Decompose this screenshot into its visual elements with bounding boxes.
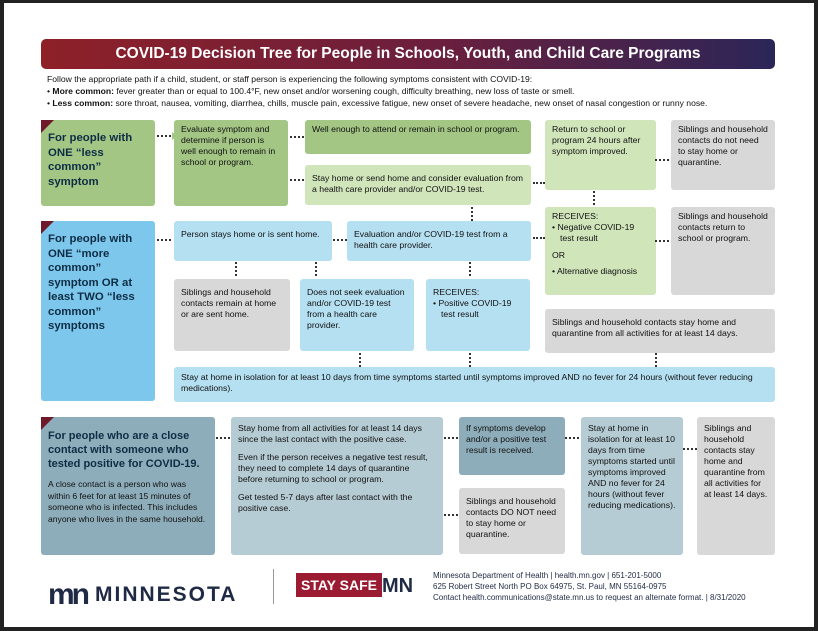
siblings-quarantine-14-box: Siblings and household contacts stay home and quarantine from all activities for at least 14 days.	[697, 417, 775, 555]
stay-safe-mn: MN	[382, 575, 414, 597]
stay-home-evaluation-box: Stay home or send home and consider evaluation from a health care provider and/or COVID-19 test.	[305, 165, 531, 205]
section3-header	[41, 417, 215, 555]
stay-safe-logo	[296, 573, 413, 598]
connector-dots	[683, 448, 697, 452]
connector-dots	[444, 514, 458, 518]
page	[4, 3, 814, 627]
section3-header-title: For people who are a close contact with someone who tested positive for COVID-19.	[48, 430, 200, 470]
mn-logo-mark: mn	[48, 578, 87, 611]
connector-dots	[533, 182, 545, 186]
stays-home-box: Person stays home or is sent home.	[174, 221, 332, 261]
connector-dots	[157, 135, 171, 139]
negative-test-text: Negative COVID-19 test result	[557, 222, 635, 243]
more-common-text: fever greater than or equal to 100.4°F, new onset and/or worsening cough, difficulty breathing, new loss of taste or smell.	[114, 86, 575, 96]
connector-dots	[157, 239, 171, 243]
positive-test-text: Positive COVID-19 test result	[438, 298, 512, 319]
receives-or: OR	[552, 250, 566, 260]
receives-positive-title: RECEIVES:	[433, 287, 480, 297]
siblings-quarantine-box: Siblings and household contacts stay home and quarantine from all activities for at least 14 days.	[545, 309, 775, 353]
intro-lead: Follow the appropriate path if a child, student, or staff person is experiencing the following symptoms consistent with COVID-19:	[47, 74, 533, 84]
more-common-label: More common:	[52, 86, 114, 96]
receives-positive-box	[426, 279, 530, 351]
alt-diagnosis-text: Alternative diagnosis	[556, 266, 638, 276]
return-school-box: Return to school or program 24 hours after symptom improved.	[545, 120, 656, 190]
less-common-label: Less common:	[52, 98, 114, 108]
less-common-text: sore throat, nausea, vomiting, diarrhea, chills, muscle pain, excessive fatigue, new onset of severe headache, new onset of nasal congestion or runny nose.	[113, 98, 708, 108]
connector-dots	[216, 437, 230, 441]
minnesota-logo	[48, 575, 237, 609]
receives-negative-box	[545, 207, 656, 295]
contact-line-3: Contact health.communications@state.mn.us to request an alternate format. | 8/31/2020	[433, 592, 746, 602]
intro-less-common: • Less common: sore throat, nausea, vomiting, diarrhea, chills, muscle pain, excessive fatigue, new onset of severe headache, new onset of nasal congestion or runny nose.	[47, 98, 708, 108]
stay-home-14-p1: Stay home from all activities for at least 14 days since the last contact with the positive case.	[238, 423, 422, 444]
connector-dots	[471, 207, 475, 221]
contact-line-1: Minnesota Department of Health | health.mn.gov | 651-201-5000	[433, 571, 662, 580]
stay-safe-text: STAY SAFE	[296, 573, 382, 597]
section1-header-text: For people with ONE “less common” symptom	[48, 132, 133, 188]
connector-dots	[290, 179, 304, 183]
contact-line-2: 625 Robert Street North PO Box 64975, St. Paul, MN 55164-0975	[433, 581, 667, 591]
connector-dots	[290, 136, 304, 140]
connector-dots	[565, 437, 579, 441]
isolation-10-box: Stay at home in isolation for at least 10 days from time symptoms started until symptoms improved AND no fever for 24 hours (without fever reducing medications).	[581, 417, 683, 555]
connector-dots	[315, 262, 319, 276]
connector-dots	[469, 353, 473, 367]
section2-header-text: For people with ONE “more common” symptom OR at least TWO “less common” symptoms	[48, 233, 135, 332]
evaluation-test-box: Evaluation and/or COVID-19 test from a health care provider.	[347, 221, 531, 261]
section2-header	[41, 221, 155, 401]
receives-positive-item: • Positive COVID-19 test result	[433, 298, 512, 319]
footer-divider	[273, 569, 274, 604]
connector-dots	[655, 240, 669, 244]
connector-dots	[359, 353, 363, 367]
section1-header	[41, 120, 155, 206]
page-title: COVID-19 Decision Tree for People in Schools, Youth, and Child Care Programs	[41, 39, 775, 69]
receives-negative-item: • Negative COVID-19 test result	[552, 222, 635, 243]
evaluate-symptom-box: Evaluate symptom and determine if person is well enough to remain in school or program.	[174, 120, 288, 206]
stay-home-14-box	[231, 417, 443, 555]
connector-dots	[655, 159, 669, 163]
well-enough-box: Well enough to attend or remain in school or program.	[305, 120, 531, 154]
connector-dots	[533, 237, 545, 241]
siblings-no-stay-box: Siblings and household contacts DO NOT need to stay home or quarantine.	[459, 488, 565, 554]
connector-dots	[593, 191, 597, 205]
if-symptoms-box: If symptoms develop and/or a positive test result is received.	[459, 417, 565, 475]
connector-dots	[235, 262, 239, 276]
connector-dots	[655, 353, 659, 367]
siblings-remain-box: Siblings and household contacts remain at home or are sent home.	[174, 279, 290, 351]
stay-home-14-p3: Get tested 5-7 days after last contact with the positive case.	[238, 492, 413, 513]
receives-alt-item: • Alternative diagnosis	[552, 266, 638, 276]
siblings-no-need-box: Siblings and household contacts do not need to stay home or quarantine.	[671, 120, 775, 190]
minnesota-logo-text: MINNESOTA	[95, 583, 238, 606]
connector-dots	[333, 239, 347, 243]
siblings-return-box: Siblings and household contacts return to school or program.	[671, 207, 775, 295]
section3-header-desc: A close contact is a person who was within 6 feet for at least 15 minutes of someone who is infected. This includes anyone who lives in the same household.	[48, 479, 206, 524]
connector-dots	[469, 262, 473, 276]
receives-negative-title: RECEIVES:	[552, 211, 599, 221]
stay-home-14-p2: Even if the person receives a negative test result, they need to complete 14 days of quarantine before returning to school or program.	[238, 452, 428, 484]
isolation-box: Stay at home in isolation for at least 10 days from time symptoms started until symptoms improved AND no fever for 24 hours (without fever reducing medications).	[174, 367, 775, 402]
contact-info	[433, 571, 746, 603]
intro-more-common: • More common: fever greater than or equal to 100.4°F, new onset and/or worsening cough, difficulty breathing, new loss of taste or smell.	[47, 86, 575, 96]
connector-dots	[444, 437, 458, 441]
no-evaluation-box: Does not seek evaluation and/or COVID-19 test from a health care provider.	[300, 279, 414, 351]
